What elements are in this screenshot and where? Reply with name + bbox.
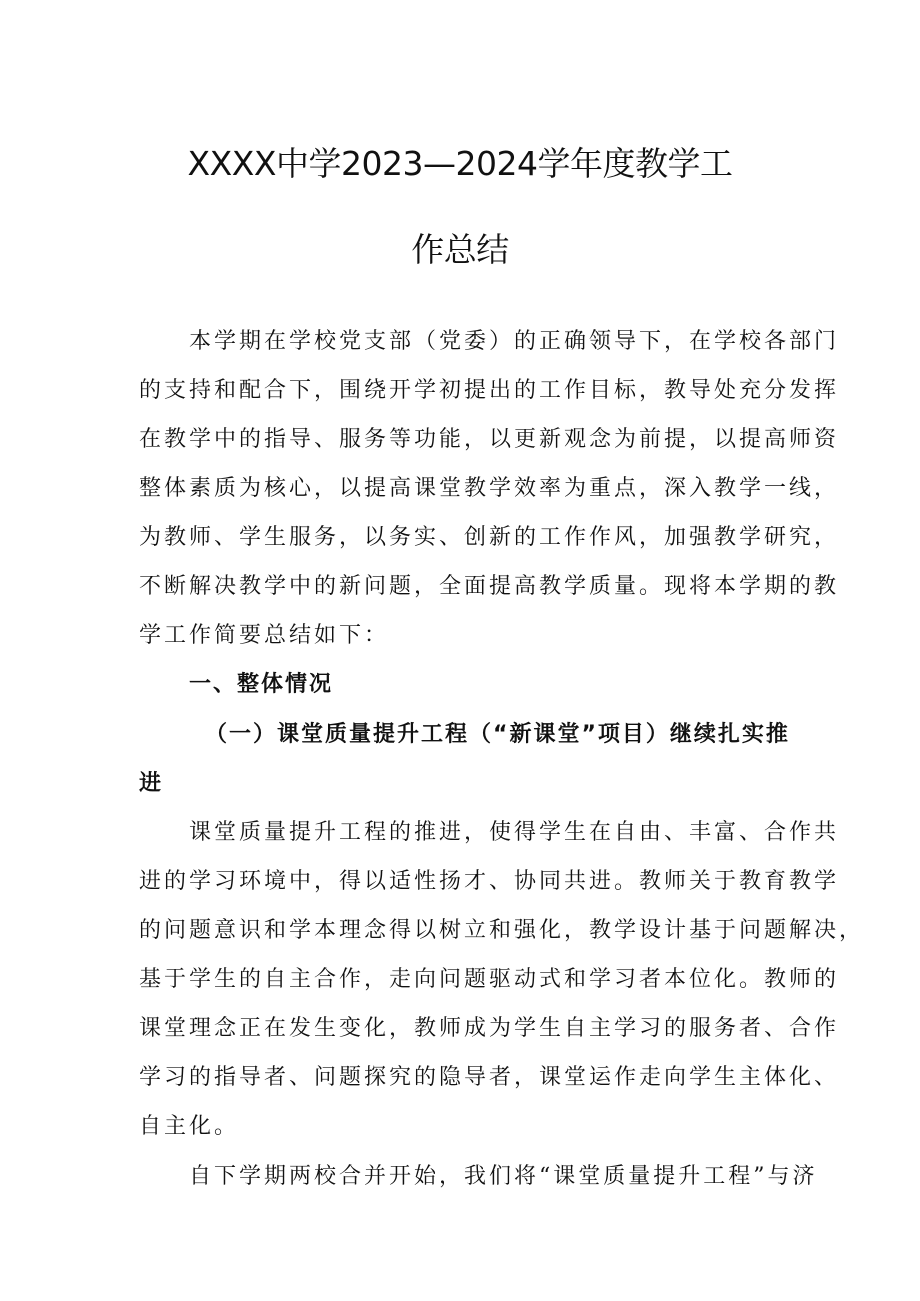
paragraph-line: 自下学期两校合并开始，我们将“课堂质量提升工程”与济	[189, 1164, 818, 1189]
paragraph-line: 在教学中的指导、服务等功能，以更新观念为前提，以提高师资	[139, 427, 840, 452]
paragraph-line: 为教师、学生服务，以务实、创新的工作作风，加强教学研究，	[139, 525, 840, 550]
paragraph-line: 课堂质量提升工程的推进，使得学生在自由、丰富、合作共	[189, 820, 840, 845]
paragraph-line: 学工作简要总结如下：	[139, 623, 390, 648]
paragraph-line: 的支持和配合下，围绕开学初提出的工作目标，教导处充分发挥	[139, 378, 840, 403]
paragraph-line: 基于学生的自主合作，走向问题驱动式和学习者本位化。教师的	[139, 967, 840, 992]
paragraph-line: 不断解决教学中的新问题，全面提高教学质量。现将本学期的教	[139, 574, 840, 599]
document-title-line-1: XXXX中学2023—2024学年度教学工	[187, 144, 733, 183]
paragraph-line: 进的学习环境中，得以适性扬才、协同共进。教师关于教育教学	[139, 869, 840, 894]
paragraph-line: 学习的指导者、问题探究的隐导者，课堂运作走向学生主体化、	[139, 1065, 840, 1090]
paragraph-line: 的问题意识和学本理念得以树立和强化，教学设计基于问题解决，	[139, 918, 865, 943]
section-heading: 一、整体情况	[189, 672, 334, 697]
paragraph-line: 课堂理念正在发生变化，教师成为学生自主学习的服务者、合作	[139, 1016, 840, 1041]
paragraph-line: 整体素质为核心，以提高课堂教学效率为重点，深入教学一线，	[139, 476, 840, 501]
subsection-heading-line-1: （一）课堂质量提升工程（“新课堂”项目）继续扎实推	[205, 722, 790, 747]
paragraph-line: 自主化。	[139, 1114, 240, 1139]
subsection-heading-line-2: 进	[139, 771, 164, 796]
document-title-line-2: 作总结	[411, 230, 509, 269]
paragraph-line: 本学期在学校党支部（党委）的正确领导下，在学校各部门	[189, 329, 840, 354]
